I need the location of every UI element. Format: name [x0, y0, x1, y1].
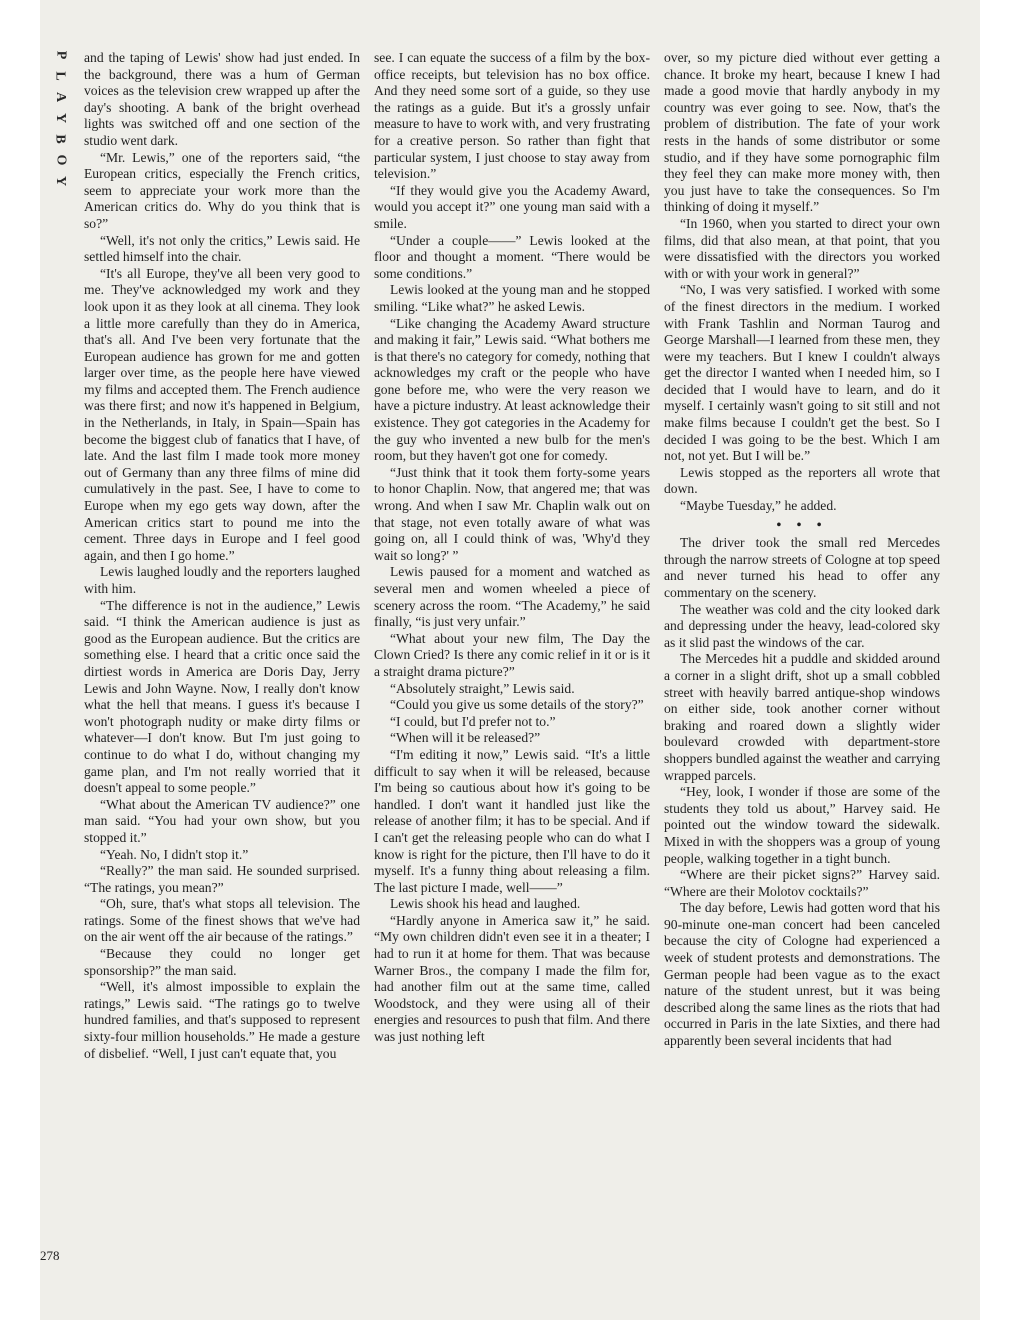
- paragraph: “Absolutely straight,” Lewis said.: [390, 680, 575, 696]
- paragraph: “Where are their picket signs?” Harvey said. “Where are their Molotov cocktails?”: [664, 867, 940, 899]
- paragraph: “Well, it's almost impossible to explain the ratings,” Lewis said. “The ratings go to twelve hundred families, and that's supposed to represent sixty-four million households.” He made a gesture of disbelief. “Well, I just can't equate that, you: [84, 979, 360, 1061]
- paragraph: The driver took the small red Mercedes through the narrow streets of Cologne at top speed and never turned his head to offer any commentary on the scenery.: [664, 535, 940, 600]
- paragraph: see. I can equate the success of a film by the box-office receipts, but television has no box office. And they need some sort of a guide, so they use the ratings as a guide. But it's a grossly unfair measure to have to work with, and very frustrating for a creative person. So rather than fight that particular system, I just choose to stay away from television.”: [374, 50, 650, 182]
- paragraph: “Like changing the Academy Award structure and making it fair,” Lewis said. “What bothers me is that there's no category for comedy, nothing that acknowledges my craft or the people who have gone before me, who were the very reason we have a picture industry. At least acknowledge their existence. They got categories in the Academy for the guy who invented a new bulb for the men's room, but they haven't got one for comedy.: [374, 315, 650, 464]
- brand-letter: L: [53, 71, 68, 81]
- paragraph: Lewis stopped as the reporters all wrote that down.: [664, 464, 940, 497]
- paragraph: and the taping of Lewis' show had just ended. In the background, there was a hum of German voices as the television crew wrapped up after the day's shooting. A bank of the bright overhead lights was switched off and one section of the studio went dark.: [84, 50, 360, 148]
- paragraph: “The difference is not in the audience,” Lewis said. “I think the American audience is just as good as the European audience. But the critics are something else. I heard that a critic once said the dirtiest words in America are Doris Day, Jerry Lewis and John Wayne. Now, I really don't know what the hell that means. I guess it's because I won't photograph nudity or make dirty films or whatever—I don't know. But I'm just going to continue to do what I do, without changing my game plan, and I'm not really worried that it doesn't appeal to some people.”: [84, 597, 360, 796]
- paragraph: “Just think that it took them forty-some years to honor Chaplin. Now, that angered me; that was wrong. And when I saw Mr. Chaplin walk out on that stage, not even totally aware of what was going on, all I could think of was, 'Why'd they wait so long?' ”: [374, 464, 650, 563]
- paragraph: “I could, but I'd prefer not to.”: [390, 713, 556, 729]
- paragraph: “Really?” the man said. He sounded surprised. “The ratings, you mean?”: [84, 863, 360, 895]
- brand-letter: P: [53, 50, 68, 60]
- text-column-1: [84, 50, 360, 1260]
- brand-letter: Y: [53, 112, 68, 124]
- paragraph: “Hey, look, I wonder if those are some of the students they told us about,” Harvey said. He pointed out the window toward the sidewalk. Mixed in with the shoppers was a group of young people, walking together in a tight bunch.: [664, 784, 940, 866]
- paragraph: Lewis paused for a moment and watched as several men and women wheeled a piece of scenery across the room. “The Academy,” he said finally, “is just very unfair.”: [374, 564, 650, 630]
- paragraph: Lewis shook his head and laughed.: [390, 896, 581, 912]
- brand-letter: Y: [53, 175, 68, 187]
- page-number: 278: [40, 1248, 60, 1263]
- paragraph: Lewis laughed loudly and the reporters laughed with him.: [84, 564, 360, 596]
- paragraph: “In 1960, when you started to direct your own films, did that also mean, at that point, that you were dissatisfied with the directors you worked with or with your work in general?”: [664, 215, 940, 281]
- paragraph: “Could you give us some details of the story?”: [390, 697, 644, 713]
- paragraph: “Under a couple——” Lewis looked at the floor and thought a moment. “There would be some conditions.”: [374, 232, 650, 281]
- paragraph: The weather was cold and the city looked dark and depressing under the heavy, lead-colored sky as it slid past the windows of the car.: [664, 601, 940, 650]
- brand-letter: B: [53, 134, 68, 144]
- paragraph: “Well, it's not only the critics,” Lewis said. He settled himself into the chair.: [84, 232, 360, 265]
- section-break: • • •: [776, 516, 828, 532]
- paragraph: “It's all Europe, they've all been very good to me. They've acknowledged my work and they look upon it as they look at all cinema. They look a little more carefully than they do in America, that's all. And I've been very fortunate that the European audience has grown for me and gotten larger over time, as the people here have viewed my films and accepted them. The French audience was there first; and now it's happened in Belgium, in the Netherlands, in Italy, in Spain—Spain has become the biggest club of fanatics that I have, of late. And the last film I made took more money out of Germany than any three films of mine did cumulatively in the past. See, I have to come to Europe when my ego gets way down, after the American critics start to pound me into the cement. Three days in Europe and I feel good again, and then I go home.”: [84, 265, 360, 563]
- paragraph: “Because they could no longer get sponsorship?” the man said.: [84, 946, 360, 978]
- paragraph: “When will it be released?”: [390, 730, 541, 746]
- paragraph: “What about the American TV audience?” one man said. “You had your own show, but you stopped it.”: [84, 796, 360, 845]
- paragraph: “Mr. Lewis,” one of the reporters said, “the European critics, especially the French critics, seem to appreciate your work more than the American critics do. Why do you think that is so?”: [84, 149, 360, 231]
- paragraph: Lewis looked at the young man and he stopped smiling. “Like what?” he asked Lewis.: [374, 282, 650, 314]
- left-margin: [0, 0, 40, 1320]
- magazine-name-vertical: [52, 48, 68, 188]
- paragraph: The day before, Lewis had gotten word that his 90-minute one-man concert had been canceled because the city of Cologne had experienced a week of student protests and demonstrations. The German people had been vague as to the exact nature of the student unrest, but it was being described along the same lines as the riots that had occurred in Paris in the late Sixties, and there had apparently been several incidents that had: [664, 900, 940, 1049]
- paragraph: “Oh, sure, that's what stops all television. The ratings. Some of the finest shows that we've had on the air went off the air because of the ratings.”: [84, 896, 360, 945]
- text-column-2: [374, 50, 650, 1260]
- paragraph: “Maybe Tuesday,” he added.: [680, 498, 837, 514]
- paragraph: “Yeah. No, I didn't stop it.”: [100, 846, 249, 862]
- paragraph: over, so my picture died without ever getting a chance. It broke my heart, because I knew I had made a good movie that hardly anybody in my country was ever going to see. Now, that's the problem of distribution. The fate of your work rests in the hands of some distributor or some studio, and if they have some pornographic film they feel they can make more money with, then you just have to take the consequences. So I'm thinking of doing it myself.”: [664, 50, 940, 215]
- paragraph: “What about your new film, The Day the Clown Cried? Is there any comic relief in it or is it a straight drama picture?”: [374, 630, 650, 679]
- paragraph: The Mercedes hit a puddle and skidded around a corner in a slight drift, shot up a small cobbled street with heavily barred antique-shop windows on either side, took another corner without braking and roared down a slightly wider boulevard crowded with department-store shoppers bundled against the weather and carrying wrapped parcels.: [664, 651, 940, 783]
- paragraph: “I'm editing it now,” Lewis said. “It's a little difficult to say when it will be released, because I'm being so cautious about how it's going to be handled. I don't want it handled just like the release of another film; it has to be special. And if I can't get the releasing people who can do what I know is right for the picture, then I'll have to do it myself. It's a funny thing about releasing a film. The last picture I made, well——”: [374, 746, 650, 895]
- paragraph: “Hardly anyone in America saw it,” he said. “My own children didn't even see it in a theater; I had to run it at home for them. That was because Warner Bros., the company I made the film for, had another film out at the same time, called Woodstock, and they were using all of their energies and resources to push that film. And there was just nothing left: [374, 912, 650, 1045]
- paragraph: “If they would give you the Academy Award, would you accept it?” one young man said with a smile.: [374, 182, 650, 231]
- brand-letter: O: [52, 154, 68, 166]
- paragraph: “No, I was very satisfied. I worked with some of the finest directors in the medium. I worked with Frank Tashlin and Norman Taurog and George Marshall—I learned from these men, they were my teachers. But I knew I couldn't always get the director I wanted when I needed him, so I decided that I would have to learn, and do it myself. I certainly wasn't going to sit still and not make films because I couldn't get the best. So I decided I was going to be the best. Which I am not, not yet. But I will be.”: [664, 282, 940, 464]
- right-margin: [980, 0, 1020, 1320]
- brand-letter: A: [53, 91, 68, 103]
- text-column-3: [664, 50, 940, 1260]
